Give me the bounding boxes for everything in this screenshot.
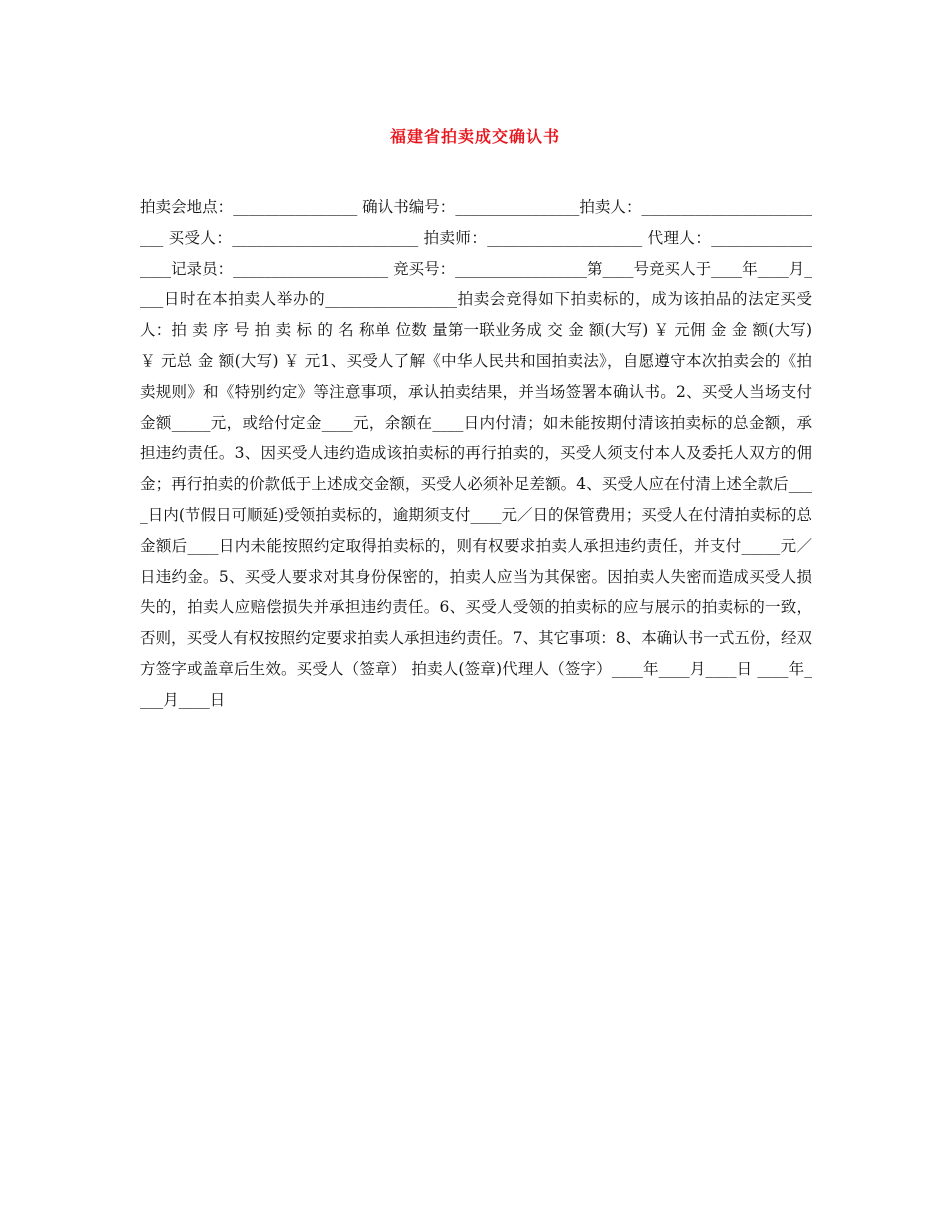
document-body: 拍卖会地点：________________ 确认书编号：________________拍卖人：_________________________ 买受人：________________________ 拍卖师：____________________ 代理人：_________________记录员：____________________ 竞买号：_________________第____号竞买人于____年____月____日时在本拍卖人举办的_________________拍卖会竞得如下拍卖标的，成为该拍品的法定买受人：拍 卖 序 号 拍 卖 标 的 名 称单 位数 量第一联业务成 交 金 额(大写) ￥ 元佣 金 金 额(大写) ￥ 元总 金 额(大写) ￥ 元1、买受人了解《中华人民共和国拍卖法》，自愿遵守本次拍卖会的《拍卖规则》和《特别约定》等注意事项，承认拍卖结果，并当场签署本确认书。2、买受人当场支付金额_____元，或给付定金____元，余额在____日内付清；如未能按期付清该拍卖标的总金额，承担违约责任。3、因买受人违约造成该拍卖标的再行拍卖的，买受人须支付本人及委托人双方的佣金；再行拍卖的价款低于上述成交金额，买受人必须补足差额。4、买受人应在付清上述全款后____日内(节假日可顺延)受领拍卖标的，逾期须支付____元／日的保管费用；买受人在付清拍卖标的总金额后____日内未能按照约定取得拍卖标的，则有权要求拍卖人承担违约责任，并支付_____元／日违约金。5、买受人要求对其身份保密的，拍卖人应当为其保密。因拍卖人失密而造成买受人损失的，拍卖人应赔偿损失并承担违约责任。6、买受人受领的拍卖标的应与展示的拍卖标的一致，否则，买受人有权按照约定要求拍卖人承担违约责任。7、其它事项：8、本确认书一式五份，经双方签字或盖章后生效。买受人（签章） 拍卖人(签章)代理人（签字）____年____月____日 ____年____月____日: [140, 198, 812, 709]
document-title: 福建省拍卖成交确认书: [389, 127, 560, 146]
